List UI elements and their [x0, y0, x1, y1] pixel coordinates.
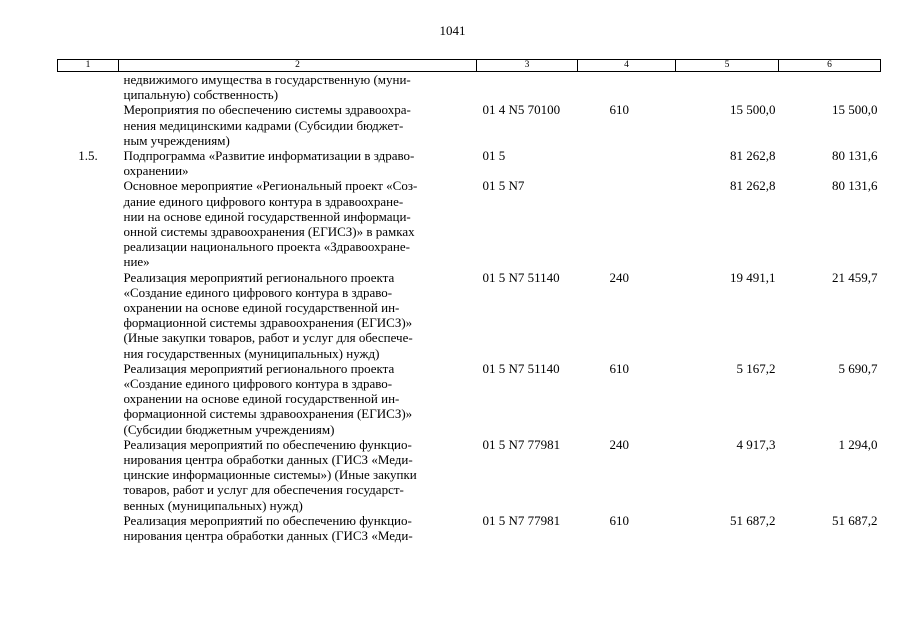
description-line: ние» [123, 254, 150, 270]
description-line: (Иные закупки товаров, работ и услуг для обеспече- [123, 330, 413, 346]
amount-column-6: 5 690,7 [838, 360, 878, 376]
row-description [119, 270, 477, 361]
description-line: охранении на основе единой государственной ин- [123, 391, 400, 407]
description-line: недвижимого имущества в государственную (муни- [123, 72, 411, 87]
table-row [58, 102, 881, 148]
column-number-row [58, 60, 881, 72]
row-number [58, 513, 119, 543]
row-number [58, 361, 119, 437]
description-line: дание единого цифрового контура в здравоохране- [123, 193, 404, 209]
budget-code: 01 5 [482, 148, 506, 164]
description-line: нирования центра обработки данных (ГИСЗ «Меди- [123, 528, 413, 544]
row-description [119, 361, 477, 437]
budget-code: 01 5 N7 51140 [482, 360, 560, 376]
row-description [119, 72, 477, 103]
description-line: Подпрограмма «Развитие информатизации в здраво- [123, 148, 415, 164]
row-description [119, 513, 477, 543]
column-header-2: 2 [119, 60, 477, 72]
table-row [58, 361, 881, 437]
column-header-3: 3 [477, 60, 578, 72]
row-number [58, 178, 119, 269]
amount-column-5: 81 262,8 [730, 148, 776, 164]
description-line: Реализация мероприятий регионального проекта [123, 269, 395, 285]
table-row [58, 513, 881, 543]
amount-column-5: 19 491,1 [730, 269, 776, 285]
budget-code: 01 5 N7 [482, 178, 525, 194]
amount-column-5: 15 500,0 [730, 102, 776, 118]
amount-column-6: 51 687,2 [832, 512, 878, 528]
description-line: ным учреждениям) [123, 132, 230, 148]
amount-column-6: 80 131,6 [832, 178, 878, 194]
row-number [58, 270, 119, 361]
expense-type: 610 [609, 102, 629, 118]
budget-code: 01 5 N7 77981 [482, 512, 561, 528]
page-number: 1041 [439, 23, 466, 38]
description-line: реализации национального проекта «Здравоохране- [123, 239, 410, 255]
row-number: 1.5. [78, 148, 98, 164]
description-line: товаров, работ и услуг для обеспечения государст- [123, 482, 404, 498]
column-header-4: 4 [578, 60, 676, 72]
column-header-5: 5 [676, 60, 779, 72]
description-line: охранении на основе единой государственной ин- [123, 300, 400, 316]
description-line: Реализация мероприятий по обеспечению функцио- [123, 512, 412, 528]
column-header-6: 6 [779, 60, 881, 72]
description-line: Основное мероприятие «Региональный проект «Соз- [123, 178, 418, 194]
row-description [119, 148, 477, 178]
description-line: ципальную) собственность) [123, 87, 279, 103]
amount-column-6: 1 294,0 [838, 436, 878, 452]
table-body [58, 72, 881, 544]
description-line: формационной системы здравоохранения (ЕГИСЗ)» [123, 406, 413, 422]
amount-column-6 [779, 72, 881, 103]
column-header-1: 1 [58, 60, 119, 72]
amount-column-6: 80 131,6 [832, 148, 878, 164]
description-line: венных (муниципальных) нужд) [123, 497, 303, 513]
description-line: Мероприятия по обеспечению системы здравоохра- [123, 102, 411, 118]
budget-table-grid [57, 59, 881, 543]
row-number [58, 102, 119, 148]
expense-type: 610 [609, 360, 629, 376]
description-line: «Создание единого цифрового контура в здраво- [123, 376, 393, 392]
table-row [58, 72, 881, 103]
expense-type [578, 148, 676, 178]
row-description [119, 437, 477, 513]
description-line: онной системы здравоохранения (ЕГИСЗ)» в рамках [123, 224, 415, 240]
budget-table [57, 59, 880, 543]
table-row [58, 148, 881, 178]
description-line: нии на основе единой государственной информаци- [123, 208, 411, 224]
amount-column-5: 4 917,3 [736, 436, 776, 452]
description-line: охранении» [123, 163, 189, 179]
expense-type: 610 [609, 512, 629, 528]
budget-code: 01 5 N7 51140 [482, 269, 560, 285]
amount-column-6: 21 459,7 [832, 269, 878, 285]
description-line: Реализация мероприятий по обеспечению функцио- [123, 436, 412, 452]
description-line: ния государственных (муниципальных) нужд) [123, 345, 380, 361]
description-line: нирования центра обработки данных (ГИСЗ «Меди- [123, 452, 413, 468]
row-description [119, 102, 477, 148]
amount-column-5: 5 167,2 [736, 360, 776, 376]
description-line: цинские информационные системы») (Иные закупки [123, 467, 417, 483]
amount-column-6: 15 500,0 [832, 102, 878, 118]
budget-code [477, 72, 578, 103]
amount-column-5: 51 687,2 [730, 512, 776, 528]
expense-type [578, 178, 676, 269]
budget-code: 01 5 N7 77981 [482, 436, 561, 452]
budget-code: 01 4 N5 70100 [482, 102, 561, 118]
table-row [58, 437, 881, 513]
row-description [119, 178, 477, 269]
description-line: нения медицинскими кадрами (Субсидии бюджет- [123, 117, 404, 133]
expense-type: 240 [609, 436, 629, 452]
description-line: (Субсидии бюджетным учреждениям) [123, 421, 335, 437]
amount-column-5 [676, 72, 779, 103]
amount-column-5: 81 262,8 [730, 178, 776, 194]
table-row [58, 178, 881, 269]
description-line: «Создание единого цифрового контура в здраво- [123, 284, 393, 300]
table-row [58, 270, 881, 361]
description-line: Реализация мероприятий регионального проекта [123, 360, 395, 376]
expense-type [578, 72, 676, 103]
expense-type: 240 [609, 269, 629, 285]
row-number [58, 72, 119, 103]
row-number [58, 437, 119, 513]
description-line: формационной системы здравоохранения (ЕГИСЗ)» [123, 315, 413, 331]
